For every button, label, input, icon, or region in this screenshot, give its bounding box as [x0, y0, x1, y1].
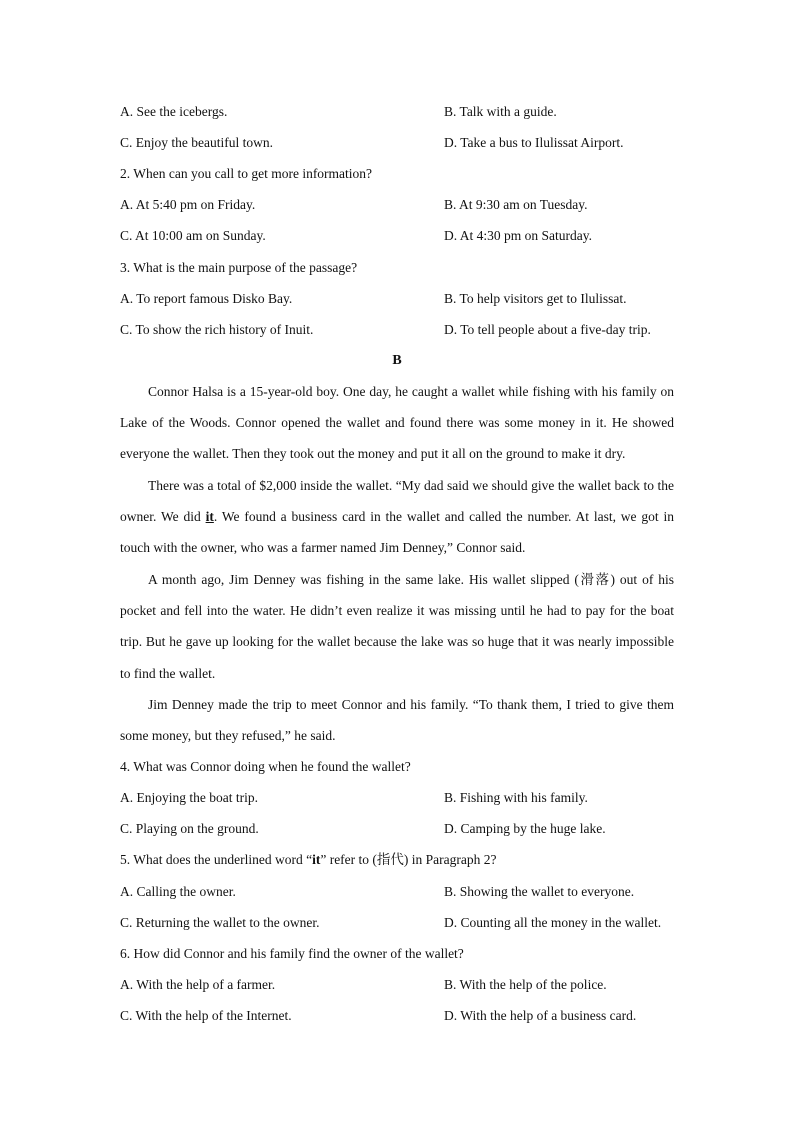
q6-option-d: D. With the help of a business card. [444, 1008, 637, 1023]
q5-option-a: A. Calling the owner. [120, 884, 236, 899]
q5-option-c: C. Returning the wallet to the owner. [120, 915, 320, 930]
passage-paragraph-2 [120, 470, 674, 564]
q3-option-c: C. To show the rich history of Inuit. [120, 322, 314, 337]
passage-paragraph-1: Connor Halsa is a 15-year-old boy. One day, he caught a wallet while fishing with his family on Lake of the Woods. Connor opened the wallet and found there was some money in it. He showed everyone the wallet. Then they took out the money and put it all on the ground to make it dry. [120, 384, 674, 462]
q5-stem-before: 5. What does the underlined word “ [120, 852, 313, 867]
section-b-title: B [392, 353, 402, 368]
q6-option-c: C. With the help of the Internet. [120, 1008, 292, 1023]
q4-option-c: C. Playing on the ground. [120, 821, 259, 836]
q1-option-a: A. See the icebergs. [120, 104, 228, 119]
q5-stem [120, 851, 497, 869]
q3-option-d: D. To tell people about a five-day trip. [444, 322, 651, 337]
q5-stem-after: ” refer to (指代) in Paragraph 2? [320, 852, 497, 867]
q5-option-d: D. Counting all the money in the wallet. [444, 915, 662, 930]
q6-stem: 6. How did Connor and his family find the owner of the wallet? [120, 946, 464, 961]
q4-stem: 4. What was Connor doing when he found the wallet? [120, 759, 411, 774]
q2-option-a: A. At 5:40 pm on Friday. [120, 197, 256, 212]
passage-paragraph-4: Jim Denney made the trip to meet Connor and his family. “To thank them, I tried to give them some money, but they refused,” he said. [120, 697, 674, 744]
q5-option-b: B. Showing the wallet to everyone. [444, 884, 635, 899]
paragraph-2-text-after: . We found a business card in the wallet and called the number. At last, we got in touch with the owner, who was a farmer named Jim Denney,” Connor said. [120, 509, 675, 556]
q2-option-c: C. At 10:00 am on Sunday. [120, 228, 266, 243]
paragraph-2-text-before: There was a total of $2,000 inside the wallet. “My dad said we should give the wallet back to the owner. We did [120, 478, 674, 525]
q4-option-a: A. Enjoying the boat trip. [120, 790, 258, 805]
passage-paragraph-3: A month ago, Jim Denney was fishing in the same lake. His wallet slipped (滑落) out of his pocket and fell into the water. He didn’t even realize it was missing until he had to pay for the boat trip. But he gave up looking for the wallet because the lake was so huge that it was nearly impossible to find the wallet. [120, 572, 674, 681]
q6-option-b: B. With the help of the police. [444, 977, 607, 992]
q4-option-b: B. Fishing with his family. [444, 790, 588, 805]
q1-option-c: C. Enjoy the beautiful town. [120, 135, 273, 150]
q4-option-d: D. Camping by the huge lake. [444, 821, 606, 836]
q2-option-d: D. At 4:30 pm on Saturday. [444, 228, 592, 243]
q3-option-a: A. To report famous Disko Bay. [120, 291, 293, 306]
q3-stem: 3. What is the main purpose of the passage? [120, 260, 358, 275]
q2-stem: 2. When can you call to get more information? [120, 166, 373, 181]
q3-option-b: B. To help visitors get to Ilulissat. [444, 291, 627, 306]
q6-option-a: A. With the help of a farmer. [120, 977, 276, 992]
q1-option-b: B. Talk with a guide. [444, 104, 557, 119]
underlined-word-it: it [205, 509, 214, 525]
q5-stem-word: it [312, 852, 321, 867]
q1-option-d: D. Take a bus to Ilulissat Airport. [444, 135, 624, 150]
q2-option-b: B. At 9:30 am on Tuesday. [444, 197, 588, 212]
